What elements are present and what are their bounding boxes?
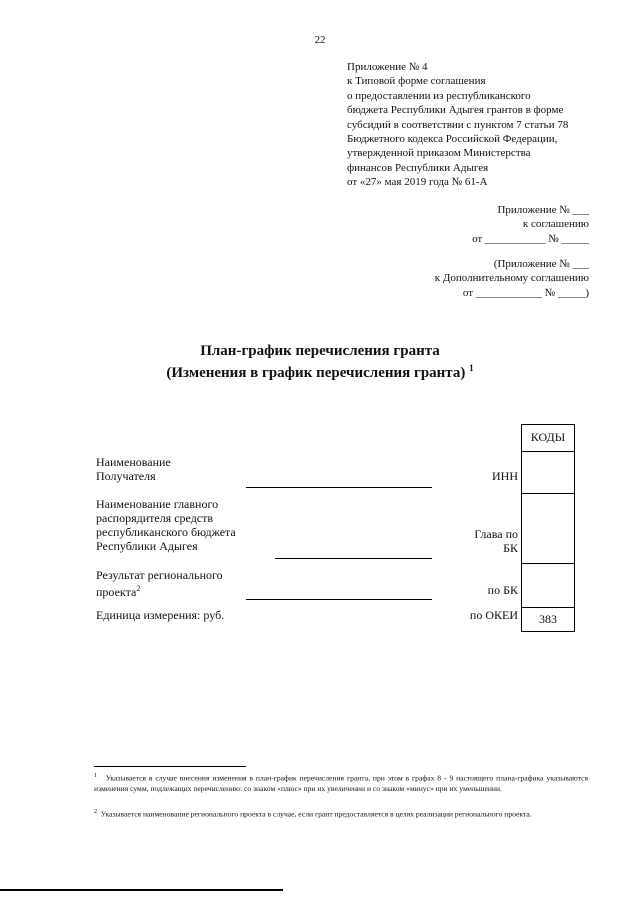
annex-line: о предоставлении из республиканского [347, 89, 531, 102]
additional-agreement-reference [435, 257, 589, 300]
unit-label: Единица измерения: руб. [96, 608, 225, 622]
document-title [0, 343, 640, 382]
recipient-label [96, 455, 171, 483]
okei-code-cell[interactable]: 383 [522, 607, 574, 631]
manager-label [96, 497, 236, 553]
title-line-2-text: (Изменения в график перечисления гранта) [166, 365, 466, 381]
bk-label: по БК [487, 583, 518, 597]
recipient-label-line: Получателя [96, 469, 156, 483]
annex-line: финансов Республики Адыгея [347, 161, 489, 174]
project-label-text: проекта [96, 585, 137, 599]
footnote-2-mark: 2 [94, 809, 97, 815]
okei-label: по ОКЕИ [469, 608, 518, 622]
footnote-separator [94, 766, 246, 767]
codes-header: КОДЫ [530, 430, 566, 444]
title-line-2 [0, 360, 640, 382]
annex-line: Бюджетного кодекса Российской Федерации, [347, 133, 558, 146]
project-name-field[interactable] [246, 599, 432, 600]
manager-label-line: республиканского бюджета [96, 525, 236, 539]
agreement-ref-line: Приложение № ___ [497, 204, 589, 216]
agreement-ref-line: от ___________ № _____ [472, 232, 589, 245]
recipient-name-field[interactable] [246, 487, 432, 488]
annex-header [347, 60, 612, 190]
additional-ref-line: от ____________ № _____) [462, 286, 589, 299]
recipient-label-line: Наименование [96, 455, 171, 469]
page-number: 22 [314, 34, 326, 46]
annex-line: субсидий в соответствии с пунктом 7 статьи 78 [347, 118, 569, 131]
bk-code-cell[interactable] [522, 563, 574, 607]
agreement-reference [472, 203, 589, 246]
title-line-1: План-график перечисления гранта [200, 343, 440, 359]
title-footnote-mark: 1 [469, 363, 474, 373]
additional-ref-line: (Приложение № ___ [493, 258, 589, 270]
project-label [96, 568, 223, 599]
project-label-line-2 [96, 582, 223, 599]
bk-chapter-label [440, 527, 518, 555]
footnote-1-text: Указывается в случае внесения изменения в план-график перечисления гранта, при этом в графах 8 - 9 настоящего плана-графика указываются изменения сумм, подлежащих перечислению: со знаком «плюс» при их увеличении и со знаком «минус» при их уменьшении. [94, 773, 588, 793]
manager-name-field[interactable] [275, 558, 432, 559]
bk-chapter-label-line: БК [503, 541, 518, 555]
project-footnote-mark: 2 [136, 584, 141, 593]
footnote-1 [94, 771, 588, 794]
manager-label-line: Наименование главного [96, 497, 219, 511]
bk-chapter-code-cell[interactable] [522, 493, 574, 563]
additional-ref-line: к Дополнительному соглашению [434, 272, 589, 285]
annex-line: бюджета Республики Адыгея грантов в форме [347, 104, 564, 117]
inn-code-cell[interactable] [522, 451, 574, 493]
bk-chapter-label-line: Глава по [474, 527, 518, 541]
footnote-2 [94, 807, 588, 820]
inn-label: ИНН [492, 469, 518, 483]
agreement-ref-line: к соглашению [522, 218, 589, 231]
footnote-1-mark: 1 [94, 773, 97, 779]
annex-line: к Типовой форме соглашения [347, 75, 486, 88]
bottom-rule [0, 889, 283, 891]
codes-table [521, 424, 575, 632]
annex-line: от «27» мая 2019 года № 61-А [347, 176, 488, 189]
annex-line: Приложение № 4 [347, 61, 428, 73]
annex-line: утвержденной приказом Министерства [347, 147, 531, 160]
manager-label-line: распорядителя средств [96, 511, 214, 525]
footnote-2-text: Указывается наименование регионального проекта в случае, если грант предоставляется в целях реализации регионального проекта. [100, 809, 532, 819]
manager-label-line: Республики Адыгея [96, 539, 198, 553]
project-label-line: Результат регионального [96, 568, 223, 582]
